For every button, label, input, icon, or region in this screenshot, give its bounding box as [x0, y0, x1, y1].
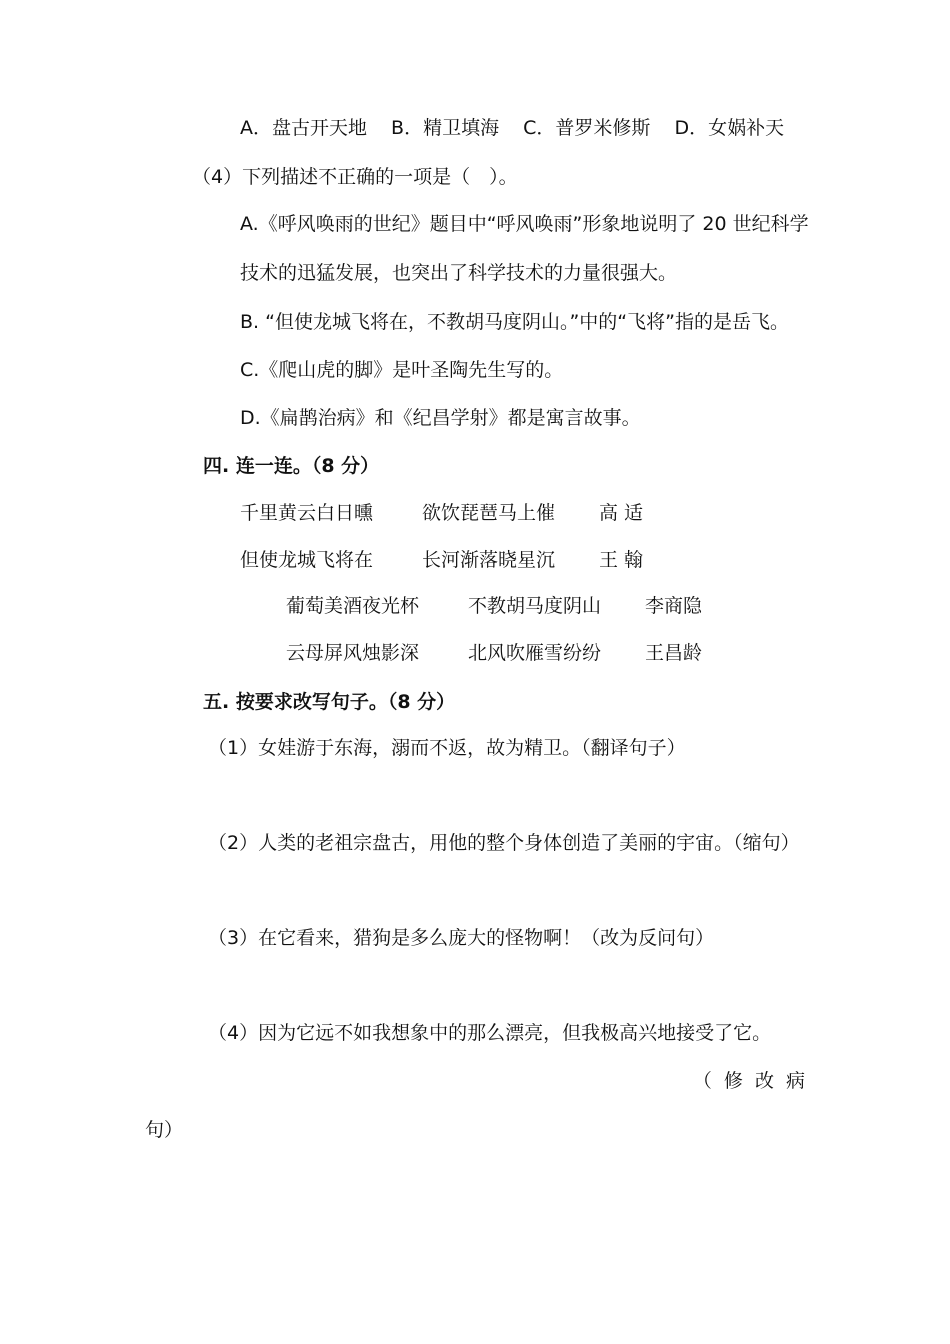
section5-item-3: （3）在它看来，猎狗是多么庞大的怪物啊！（改为反问句） — [208, 927, 715, 949]
q3-options-row — [240, 115, 784, 141]
q3-option-c[interactable]: C．普罗米修斯 — [523, 117, 651, 139]
match-mid-2[interactable]: 长河渐落晓星沉 — [422, 549, 556, 571]
match-right-4[interactable]: 王昌龄 — [645, 642, 703, 664]
q4-option-a-line1[interactable]: A.《呼风唤雨的世纪》题目中“呼风唤雨”形象地说明了 20 世纪科学 — [240, 213, 809, 235]
q3-option-a[interactable]: A．盘古开天地 — [240, 117, 367, 139]
match-right-1[interactable]: 高 适 — [599, 502, 644, 524]
section5-item-4-tag-part1: （ 修 改 病 — [692, 1070, 808, 1092]
section5-item-4: （4）因为它远不如我想象中的那么漂亮，但我极高兴地接受了它。 — [208, 1022, 772, 1044]
section5-item-1: （1）女娃游于东海，溺而不返，故为精卫。（翻译句子） — [208, 737, 686, 759]
section5-item-4-tag-part2: 句） — [145, 1119, 184, 1141]
match-mid-3[interactable]: 不教胡马度阴山 — [468, 595, 602, 617]
q4-option-a-line2: 技术的迅猛发展，也突出了科学技术的力量很强大。 — [240, 262, 678, 284]
section4-title: 四. 连一连。（8 分） — [203, 455, 380, 477]
q4-option-c[interactable]: C.《爬山虎的脚》是叶圣陶先生写的。 — [240, 359, 564, 381]
q4-stem: （4）下列描述不正确的一项是（ ）。 — [192, 166, 518, 188]
match-mid-1[interactable]: 欲饮琵琶马上催 — [422, 502, 556, 524]
match-right-2[interactable]: 王 翰 — [599, 549, 644, 571]
q3-option-d[interactable]: D．女娲补天 — [674, 117, 785, 139]
q3-option-b[interactable]: B．精卫填海 — [391, 117, 500, 139]
section5-item-2: （2）人类的老祖宗盘古，用他的整个身体创造了美丽的宇宙。（缩句） — [208, 832, 800, 854]
match-right-3[interactable]: 李商隐 — [645, 595, 703, 617]
match-left-4[interactable]: 云母屏风烛影深 — [286, 642, 420, 664]
q4-option-b[interactable]: B. “但使龙城飞将在，不教胡马度阴山。”中的“飞将”指的是岳飞。 — [240, 311, 789, 333]
q4-option-d[interactable]: D.《扁鹊治病》和《纪昌学射》都是寓言故事。 — [240, 407, 641, 429]
match-left-2[interactable]: 但使龙城飞将在 — [240, 549, 374, 571]
match-left-1[interactable]: 千里黄云白日曛 — [240, 502, 374, 524]
section5-title: 五. 按要求改写句子。（8 分） — [203, 691, 456, 713]
match-left-3[interactable]: 葡萄美酒夜光杯 — [286, 595, 420, 617]
match-mid-4[interactable]: 北风吹雁雪纷纷 — [468, 642, 602, 664]
